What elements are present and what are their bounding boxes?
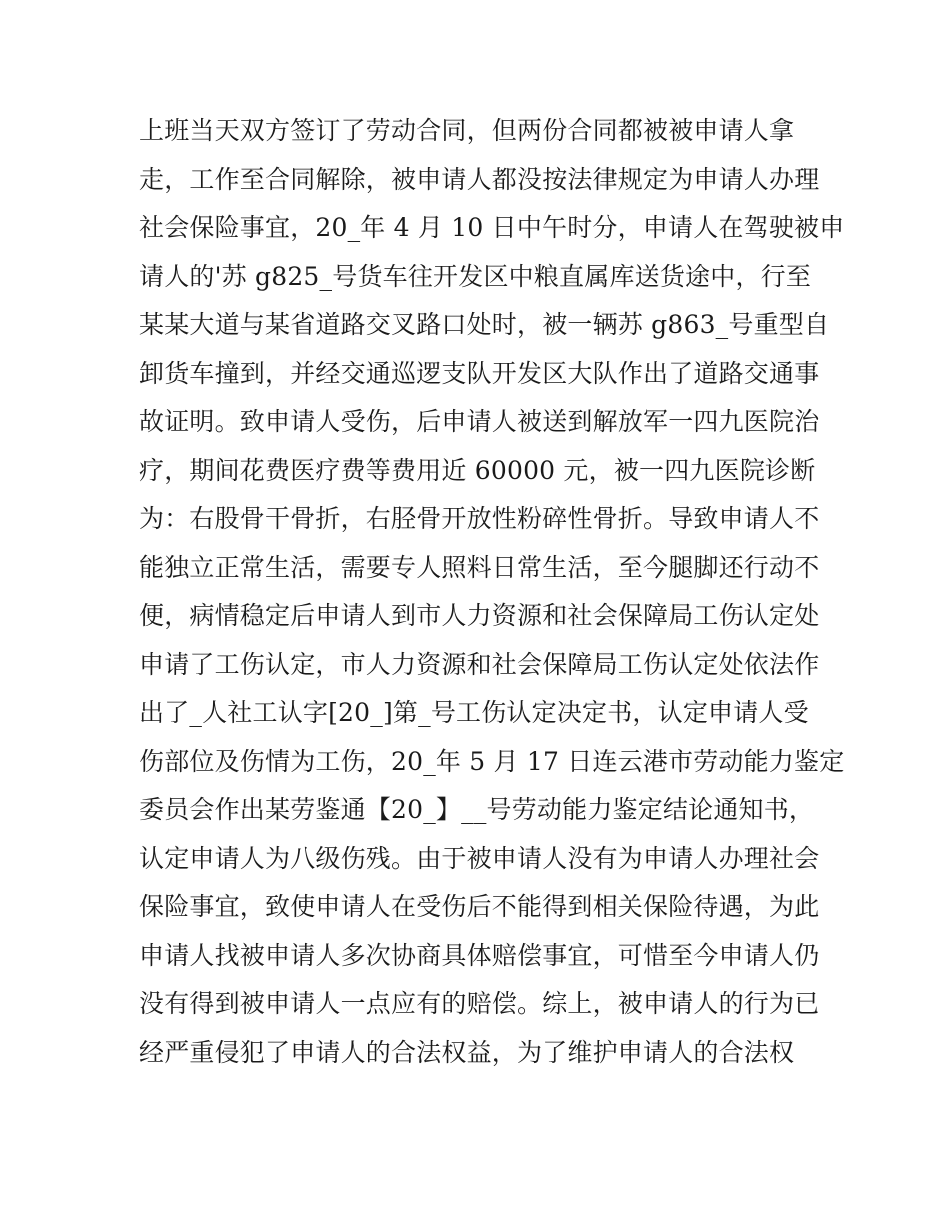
text-line: 申请人找被申请人多次协商具体赔偿事宜，可惜至今申请人仍 bbox=[139, 940, 820, 970]
text-line: 社会保险事宜，20_年 4 月 10 日中午时分，申请人在驾驶被申 bbox=[139, 213, 845, 242]
text-line: 故证明。致申请人受伤，后申请人被送到解放军一四九医院治 bbox=[139, 407, 820, 436]
text-line: 为：右股骨干骨折，右胫骨开放性粉碎性骨折。导致申请人不 bbox=[139, 504, 820, 533]
text-line: 上班当天双方签订了劳动合同，但两份合同都被被申请人拿 bbox=[139, 116, 795, 145]
text-line: 走，工作至合同解除，被申请人都没按法律规定为申请人办理 bbox=[139, 164, 820, 194]
text-line: 经严重侵犯了申请人的合法权益，为了维护申请人的合法权 bbox=[139, 1037, 795, 1067]
text-line: 疗，期间花费医疗费等费用近 60000 元，被一四九医院诊断 bbox=[139, 455, 816, 485]
text-line: 没有得到被申请人一点应有的赔偿。综上，被申请人的行为已 bbox=[139, 989, 820, 1018]
body-paragraph bbox=[139, 107, 845, 1077]
text-line: 保险事宜，致使申请人在受伤后不能得到相关保险待遇，为此 bbox=[139, 892, 820, 921]
text-line: 委员会作出某劳鉴通【20_】__号劳动能力鉴定结论通知书， bbox=[139, 795, 815, 824]
text-line: 伤部位及伤情为工伤，20_年 5 月 17 日连云港市劳动能力鉴定 bbox=[139, 746, 845, 776]
text-line: 便，病情稳定后申请人到市人力资源和社会保障局工伤认定处 bbox=[139, 601, 820, 630]
text-line: 认定申请人为八级伤残。由于被申请人没有为申请人办理社会 bbox=[139, 843, 820, 873]
text-line: 申请了工伤认定，市人力资源和社会保障局工伤认定处依法作 bbox=[139, 649, 820, 679]
text-line: 请人的'苏 g825_号货车往开发区中粮直属库送货途中，行至 bbox=[139, 261, 812, 291]
text-line: 某某大道与某省道路交叉路口处时，被一辆苏 g863_号重型自 bbox=[139, 310, 830, 339]
text-line: 卸货车撞到，并经交通巡逻支队开发区大队作出了道路交通事 bbox=[139, 358, 820, 388]
text-line: 出了_人社工认字[20_]第_号工伤认定决定书，认定申请人受 bbox=[139, 698, 809, 727]
text-line: 能独立正常生活，需要专人照料日常生活，至今腿脚还行动不 bbox=[139, 552, 820, 582]
